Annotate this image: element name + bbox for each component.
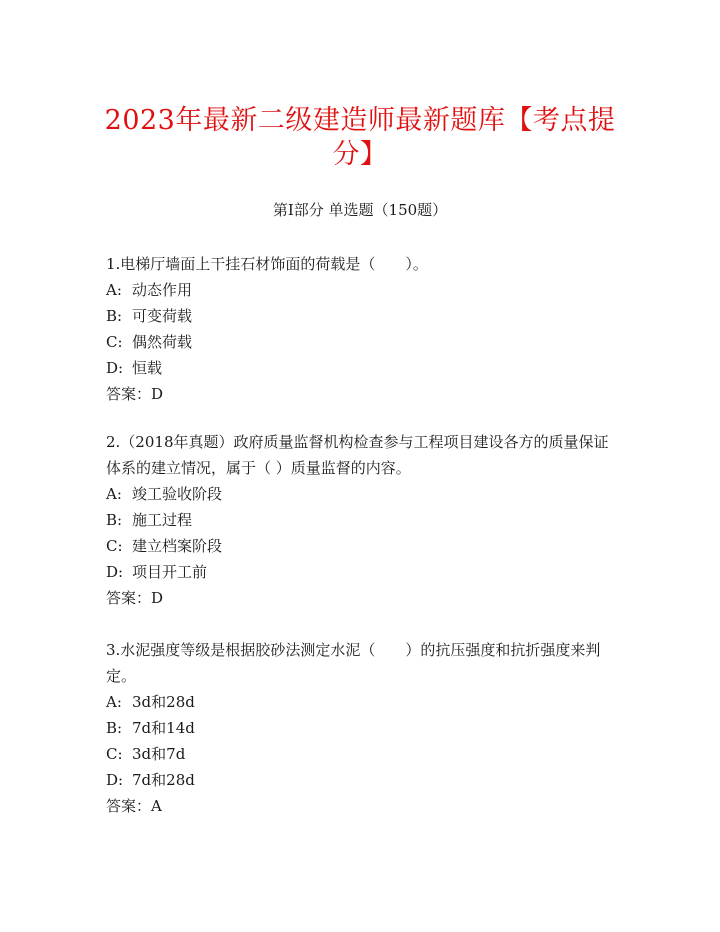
option-letter: A: — [106, 693, 122, 711]
option-letter: D: — [106, 771, 124, 789]
answer-line: 答案：A — [106, 797, 162, 815]
option-letter: B: — [106, 511, 123, 529]
option-letter: D: — [106, 563, 124, 581]
option-text: 3d和7d — [132, 745, 186, 763]
option-text: 7d和28d — [132, 771, 195, 789]
option-text: 可变荷载 — [132, 307, 193, 325]
option-text: 恒载 — [132, 359, 163, 377]
question-2 — [106, 429, 616, 611]
question-1 — [106, 251, 616, 407]
question-stem: 3.水泥强度等级是根据胶砂法测定水泥（ ）的抗压强度和抗折强度来判定。 — [106, 641, 601, 685]
option-d — [106, 355, 616, 381]
option-a — [106, 689, 616, 715]
answer-line: 答案：D — [106, 385, 164, 403]
question-stem: 2.（2018年真题）政府质量监督机构检查参与工程项目建设各方的质量保证体系的建立情况，属于（ ）质量监督的内容。 — [106, 433, 609, 477]
question-stem: 1.电梯厅墙面上干挂石材饰面的荷载是（ ）。 — [106, 255, 428, 273]
option-letter: B: — [106, 307, 123, 325]
option-d — [106, 559, 616, 585]
option-a — [106, 481, 616, 507]
option-c — [106, 329, 616, 355]
option-letter: C: — [106, 745, 123, 763]
option-text: 3d和28d — [132, 693, 195, 711]
option-b — [106, 507, 616, 533]
section-title: 第I部分 单选题（150题） — [272, 201, 448, 219]
option-c — [106, 741, 616, 767]
option-b — [106, 303, 616, 329]
answer-line: 答案：D — [106, 589, 164, 607]
option-letter: C: — [106, 537, 123, 555]
option-text: 项目开工前 — [132, 563, 208, 581]
option-c — [106, 533, 616, 559]
option-b — [106, 715, 616, 741]
question-3 — [106, 637, 616, 819]
option-letter: A: — [106, 281, 122, 299]
option-text: 偶然荷载 — [132, 333, 193, 351]
option-text: 动态作用 — [132, 281, 193, 299]
option-text: 7d和14d — [132, 719, 195, 737]
option-letter: C: — [106, 333, 123, 351]
option-text: 建立档案阶段 — [132, 537, 223, 555]
option-letter: B: — [106, 719, 123, 737]
document-title: 2023年最新二级建造师最新题库【考点提分】 — [104, 105, 616, 170]
option-text: 施工过程 — [132, 511, 193, 529]
option-a — [106, 277, 616, 303]
option-d — [106, 767, 616, 793]
option-letter: A: — [106, 485, 122, 503]
option-text: 竣工验收阶段 — [132, 485, 223, 503]
option-letter: D: — [106, 359, 124, 377]
